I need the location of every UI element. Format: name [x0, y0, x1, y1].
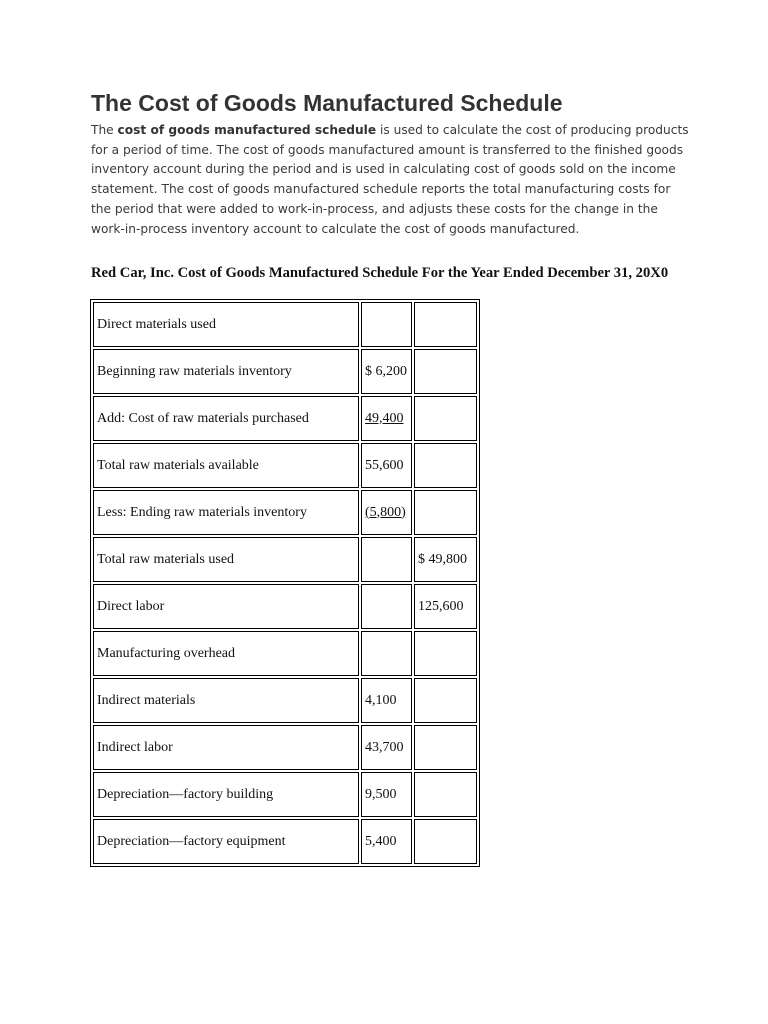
row-total [414, 678, 477, 723]
underlined-amount: (5,800) [365, 504, 406, 520]
schedule-table [90, 299, 480, 867]
table-row [93, 584, 477, 629]
row-label: Indirect materials [93, 678, 359, 723]
row-total: $ 49,800 [414, 537, 477, 582]
row-label: Direct materials used [93, 302, 359, 347]
row-total [414, 443, 477, 488]
table-row [93, 302, 477, 347]
row-amount: 5,400 [361, 819, 412, 864]
row-total [414, 302, 477, 347]
row-amount [361, 490, 412, 535]
row-total [414, 349, 477, 394]
row-label: Depreciation—factory building [93, 772, 359, 817]
row-label: Less: Ending raw materials inventory [93, 490, 359, 535]
row-label: Direct labor [93, 584, 359, 629]
row-total: 125,600 [414, 584, 477, 629]
table-row [93, 537, 477, 582]
table-row [93, 396, 477, 441]
row-total [414, 725, 477, 770]
row-total [414, 490, 477, 535]
row-total [414, 631, 477, 676]
row-label: Beginning raw materials inventory [93, 349, 359, 394]
table-row [93, 819, 477, 864]
table-row [93, 725, 477, 770]
table-row [93, 678, 477, 723]
intro-lead: The [91, 123, 118, 137]
row-label: Total raw materials used [93, 537, 359, 582]
row-amount: 55,600 [361, 443, 412, 488]
row-label: Add: Cost of raw materials purchased [93, 396, 359, 441]
row-amount: 4,100 [361, 678, 412, 723]
row-total [414, 772, 477, 817]
row-label: Manufacturing overhead [93, 631, 359, 676]
table-row [93, 772, 477, 817]
row-amount [361, 631, 412, 676]
row-total [414, 819, 477, 864]
row-amount [361, 584, 412, 629]
table-row [93, 631, 477, 676]
intro-paragraph [91, 121, 691, 239]
row-amount: 9,500 [361, 772, 412, 817]
schedule-caption: Red Car, Inc. Cost of Goods Manufactured Schedule For the Year Ended December 31, 20X0 [91, 265, 669, 281]
page-title: The Cost of Goods Manufactured Schedule [91, 90, 563, 116]
intro-term: cost of goods manufactured schedule [117, 123, 377, 137]
row-label: Indirect labor [93, 725, 359, 770]
row-amount: 43,700 [361, 725, 412, 770]
underlined-amount: 49,400 [365, 410, 404, 426]
table-row [93, 443, 477, 488]
row-label: Total raw materials available [93, 443, 359, 488]
row-label: Depreciation—factory equipment [93, 819, 359, 864]
row-amount: $ 6,200 [361, 349, 412, 394]
table-row [93, 490, 477, 535]
row-amount [361, 537, 412, 582]
row-total [414, 396, 477, 441]
intro-body: is used to calculate the cost of producing products for a period of time. The cost of goods manufactured amount is transferred to the finished goods inventory account during the period and is used in calculating cost of goods sold on the income statement. The cost of goods manufactured schedule reports the total manufacturing costs for the period that were added to work-in-process, and adjusts these costs for the change in the work-in-process inventory account to calculate the cost of goods manufactured. [91, 123, 689, 236]
row-amount [361, 302, 412, 347]
table-row [93, 349, 477, 394]
row-amount [361, 396, 412, 441]
